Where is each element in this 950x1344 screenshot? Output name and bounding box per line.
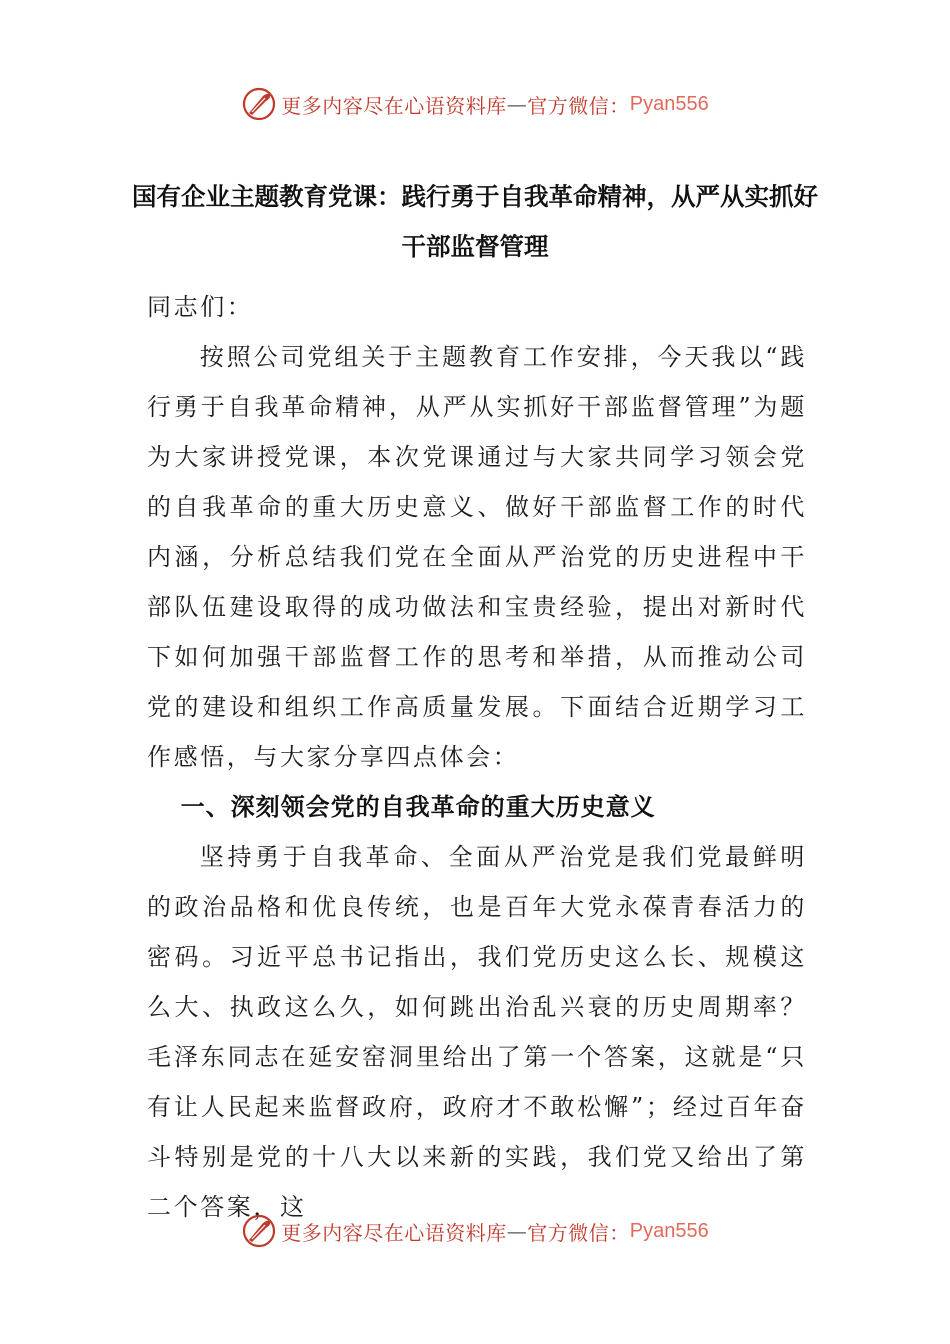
header-watermark-banner [0,82,950,126]
salutation: 同志们： [147,293,254,321]
document-title: 国有企业主题教育党课：践行勇于自我革命精神，从严从实抓好干部监督管理 [132,182,818,261]
footer-watermark-banner [0,1209,950,1253]
banner-wechat-id: Pyan556 [629,1219,709,1242]
banner-wechat-label: 官方微信： [527,1220,630,1245]
quill-pen-logo-icon [241,1213,277,1249]
banner-wechat-label: 官方微信： [527,93,630,118]
section-1-paragraph: 坚持勇于自我革命、全面从严治党是我们党最鲜明的政治品格和优良传统，也是百年大党永葆青春活力的密码。习近平总书记指出，我们党历史这么长、规模这么大、执政这么久，如何跳出治乱兴衰的历史周期率？毛泽东同志在延安窑洞里给出了第一个答案，这就是“只有让人民起来监督政府，政府才不敢松懈”；经过百年奋斗特别是党的十八大以来新的实践，我们党又给出了第二个答案，这 [147,843,807,1221]
banner-text: 更多内容尽在心语资料库 [281,93,507,118]
intro-paragraph: 按照公司党组关于主题教育工作安排，今天我以“践行勇于自我革命精神，从严从实抓好干部监督管理”为题为大家讲授党课，本次党课通过与大家共同学习领会党的自我革命的重大历史意义、做好干部监督工作的时代内涵，分析总结我们党在全面从严治党的历史进程中干部队伍建设取得的成功做法和宝贵经验，提出对新时代下如何加强干部监督工作的思考和举措，从而推动公司党的建设和组织工作高质量发展。下面结合近期学习工作感悟，与大家分享四点体会： [147,343,807,771]
banner-separator: — [506,1219,528,1243]
document-body [147,282,807,1232]
section-heading-1: 一、深刻领会党的自我革命的重大历史意义 [180,793,656,821]
banner-text: 更多内容尽在心语资料库 [281,1220,507,1245]
banner-wechat-id: Pyan556 [629,92,709,115]
banner-separator: — [506,92,528,116]
quill-pen-logo-icon [241,86,277,122]
